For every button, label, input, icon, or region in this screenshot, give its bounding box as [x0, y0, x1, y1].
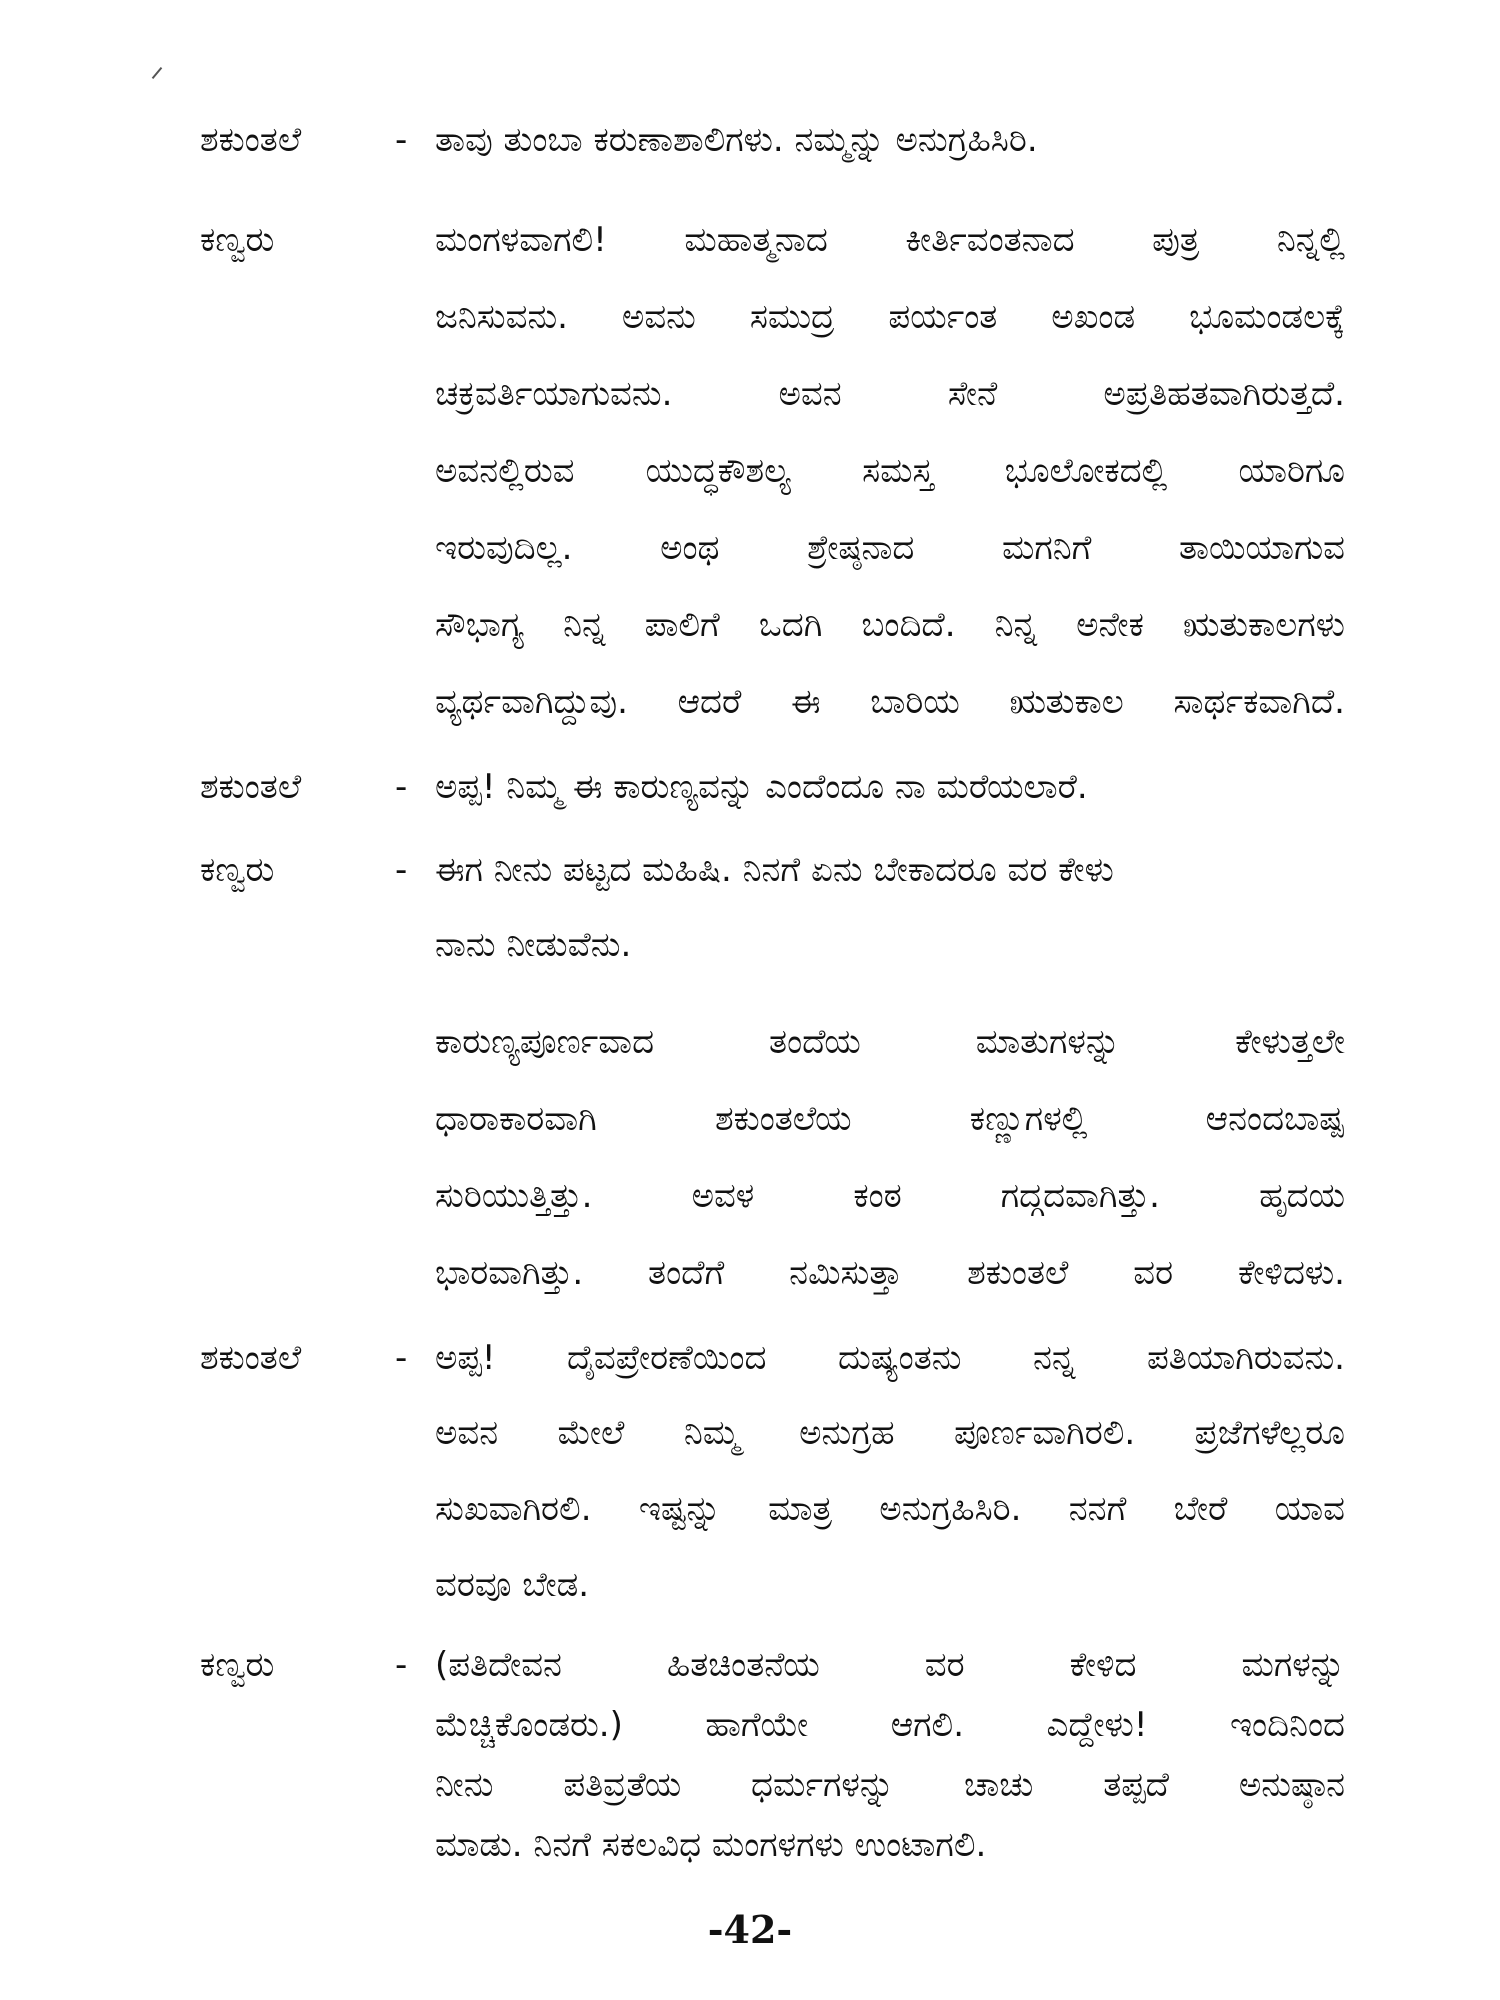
- dialogue-line: ವ್ಯರ್ಥವಾಗಿದ್ದುವು. ಆದರೆ ಈ ಬಾರಿಯ ಋತುಕಾಲ ಸಾರ್ಥಕವಾಗಿದೆ.: [435, 682, 1345, 722]
- dialogue-line: ನೀನು ಪತಿವ್ರತೆಯ ಧರ್ಮಗಳನ್ನು ಚಾಚು ತಪ್ಪದೆ ಅನುಷ್ಠಾನ: [435, 1765, 1345, 1805]
- dialogue-line: ಅವನಲ್ಲಿರುವ ಯುದ್ಧಕೌಶಲ್ಯ ಸಮಸ್ತ ಭೂಲೋಕದಲ್ಲಿ ಯಾರಿಗೂ: [435, 451, 1345, 491]
- dialogue-dash: -: [395, 1338, 408, 1378]
- stray-mark: [152, 67, 163, 79]
- dialogue-line: ತಾವು ತುಂಬಾ ಕರುಣಾಶಾಲಿಗಳು. ನಮ್ಮನ್ನು ಅನುಗ್ರಹಿಸಿರಿ.: [435, 120, 1038, 160]
- dialogue-line: ಸುಖವಾಗಿರಲಿ. ಇಷ್ಟನ್ನು ಮಾತ್ರ ಅನುಗ್ರಹಿಸಿರಿ. ನನಗೆ ಬೇರೆ ಯಾವ: [435, 1489, 1345, 1529]
- speaker-name: ಕಣ್ವರು: [200, 220, 275, 260]
- speaker-name: ಶಕುಂತಲೆ: [200, 120, 302, 160]
- speaker-name: ಕಣ್ವರು: [200, 850, 275, 890]
- dialogue-line: ಅಪ್ಪ! ನಿಮ್ಮ ಈ ಕಾರುಣ್ಯವನ್ನು ಎಂದೆಂದೂ ನಾ ಮರೆಯಲಾರೆ.: [435, 767, 1088, 807]
- dialogue-line: ಮಂಗಳವಾಗಲಿ! ಮಹಾತ್ಮನಾದ ಕೀರ್ತಿವಂತನಾದ ಪುತ್ರ ನಿನ್ನಲ್ಲಿ: [435, 220, 1345, 260]
- speaker-name: ಕಣ್ವರು: [200, 1645, 275, 1685]
- speaker-name: ಶಕುಂತಲೆ: [200, 1338, 302, 1378]
- dialogue-line: ನಾನು ನೀಡುವೆನು.: [435, 925, 632, 965]
- narration-line: ಕಾರುಣ್ಯಪೂರ್ಣವಾದ ತಂದೆಯ ಮಾತುಗಳನ್ನು ಕೇಳುತ್ತಲೇ: [435, 1022, 1345, 1062]
- dialogue-line: ಈಗ ನೀನು ಪಟ್ಟದ ಮಹಿಷಿ. ನಿನಗೆ ಏನು ಬೇಕಾದರೂ ವರ ಕೇಳು: [435, 850, 1114, 890]
- dialogue-line: ಜನಿಸುವನು. ಅವನು ಸಮುದ್ರ ಪರ್ಯಂತ ಅಖಂಡ ಭೂಮಂಡಲಕ್ಕೆ: [435, 297, 1345, 337]
- dialogue-dash: -: [395, 850, 408, 890]
- dialogue-line: ವರವೂ ಬೇಡ.: [435, 1565, 590, 1605]
- speaker-name: ಶಕುಂತಲೆ: [200, 767, 302, 807]
- dialogue-line: ಅವನ ಮೇಲೆ ನಿಮ್ಮ ಅನುಗ್ರಹ ಪೂರ್ಣವಾಗಿರಲಿ. ಪ್ರಜೆಗಳೆಲ್ಲರೂ: [435, 1413, 1345, 1453]
- narration-line: ಧಾರಾಕಾರವಾಗಿ ಶಕುಂತಲೆಯ ಕಣ್ಣುಗಳಲ್ಲಿ ಆನಂದಬಾಷ್ಪ: [435, 1099, 1345, 1139]
- dialogue-line: ಇರುವುದಿಲ್ಲ. ಅಂಥ ಶ್ರೇಷ್ಠನಾದ ಮಗನಿಗೆ ತಾಯಿಯಾಗುವ: [435, 528, 1345, 568]
- dialogue-dash: -: [395, 120, 408, 160]
- dialogue-line: ಸೌಭಾಗ್ಯ ನಿನ್ನ ಪಾಲಿಗೆ ಒದಗಿ ಬಂದಿದೆ. ನಿನ್ನ ಅನೇಕ ಋತುಕಾಲಗಳು: [435, 605, 1345, 645]
- dialogue-line: ಅಪ್ಪ! ದೈವಪ್ರೇರಣೆಯಿಂದ ದುಷ್ಯಂತನು ನನ್ನ ಪತಿಯಾಗಿರುವನು.: [435, 1338, 1345, 1378]
- narration-line: ಸುರಿಯುತ್ತಿತ್ತು. ಅವಳ ಕಂಠ ಗದ್ಗದವಾಗಿತ್ತು. ಹೃದಯ: [435, 1176, 1345, 1216]
- dialogue-dash: -: [395, 767, 408, 807]
- dialogue-line: ಮಾಡು. ನಿನಗೆ ಸಕಲವಿಧ ಮಂಗಳಗಳು ಉಂಟಾಗಲಿ.: [435, 1825, 987, 1865]
- dialogue-line: ಮೆಚ್ಚಿಕೊಂಡರು.) ಹಾಗೆಯೇ ಆಗಲಿ. ಎದ್ದೇಳು! ಇಂದಿನಿಂದ: [435, 1705, 1345, 1745]
- page-number: -42-: [707, 1907, 793, 1952]
- dialogue-line: ಚಕ್ರವರ್ತಿಯಾಗುವನು. ಅವನ ಸೇನೆ ಅಪ್ರತಿಹತವಾಗಿರುತ್ತದೆ.: [435, 374, 1345, 414]
- dialogue-dash: -: [395, 1645, 408, 1685]
- dialogue-line: (ಪತಿದೇವನ ಹಿತಚಿಂತನೆಯ ವರ ಕೇಳಿದ ಮಗಳನ್ನು: [435, 1645, 1345, 1685]
- narration-line: ಭಾರವಾಗಿತ್ತು. ತಂದೆಗೆ ನಮಿಸುತ್ತಾ ಶಕುಂತಲೆ ವರ ಕೇಳಿದಳು.: [435, 1253, 1345, 1293]
